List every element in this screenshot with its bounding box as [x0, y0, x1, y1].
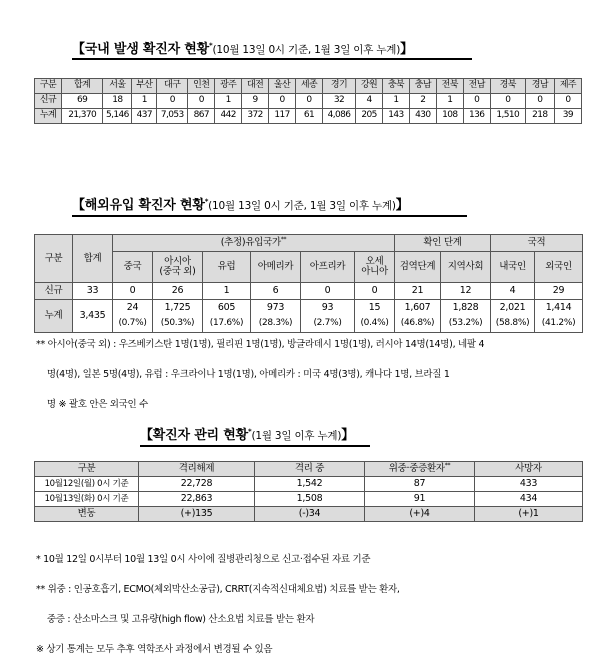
footnote-line: 명 ※ 괄호 안은 외국인 수 — [36, 399, 149, 410]
table-cell: 2,021 — [491, 300, 535, 317]
table-cell: 143 — [382, 109, 409, 124]
overseas-cases-table — [34, 234, 583, 333]
management-row-prev — [35, 477, 583, 492]
table-cell: 21 — [395, 283, 441, 300]
table-cell: 0 — [188, 94, 215, 109]
table-cell: 7,053 — [157, 109, 188, 124]
table-cell: 0 — [490, 94, 525, 109]
footnote-line: 명(4명), 일본 5명(4명), 유럽 : 우크라이나 1명(1명), 아메리카 : 미국 4명(3명), 캐나다 1명, 브라질 1 — [36, 369, 450, 380]
table-cell: 1 — [203, 283, 251, 300]
table-cell: 4 — [356, 94, 383, 109]
header-stage-group: 확인 단계 — [395, 235, 491, 252]
header-cell: 구분 — [35, 79, 62, 94]
management-header-row — [35, 462, 583, 477]
table-cell: (+)1 — [475, 507, 583, 522]
management-table — [34, 461, 583, 522]
header-cell: 아메리카 — [251, 252, 301, 283]
header-gubun: 구분 — [35, 235, 73, 283]
table-cell: 3,435 — [73, 300, 113, 333]
management-title-underline — [140, 445, 370, 447]
table-cell: 434 — [475, 492, 583, 507]
table-cell: 15 — [355, 300, 395, 317]
table-cell: 0 — [525, 94, 554, 109]
table-cell: 1 — [382, 94, 409, 109]
table-cell: (28.3%) — [251, 316, 301, 333]
header-cell: 울산 — [269, 79, 296, 94]
overseas-footnote — [36, 322, 576, 427]
table-cell: (+)4 — [365, 507, 475, 522]
table-cell: 433 — [475, 477, 583, 492]
table-cell: 0 — [301, 283, 355, 300]
table-cell: 69 — [61, 94, 102, 109]
table-cell: 61 — [295, 109, 322, 124]
header-cell: 중국 — [113, 252, 153, 283]
table-cell: 26 — [153, 283, 203, 300]
row-label: 누계 — [35, 109, 62, 124]
table-cell: 117 — [269, 109, 296, 124]
header-cell: 지역사회 — [441, 252, 491, 283]
header-cell: 격리 중 — [255, 462, 365, 477]
domestic-new-row — [35, 94, 582, 109]
domestic-title: 【국내 발생 확진자 현황*(10월 13일 0시 기준, 1월 3일 이후 누계)】 — [72, 41, 413, 57]
table-cell: 867 — [188, 109, 215, 124]
row-label: 변동 — [35, 507, 139, 522]
header-cell: 대구 — [157, 79, 188, 94]
domestic-title-underline — [72, 58, 472, 60]
table-cell: 1,508 — [255, 492, 365, 507]
table-cell: 22,728 — [139, 477, 255, 492]
header-cell: 구분 — [35, 462, 139, 477]
table-cell: (41.2%) — [535, 316, 583, 333]
table-cell: 437 — [132, 109, 157, 124]
table-cell: 108 — [436, 109, 463, 124]
table-cell: 372 — [242, 109, 269, 124]
table-cell: 33 — [73, 283, 113, 300]
row-label: 신규 — [35, 94, 62, 109]
header-cell: 외국인 — [535, 252, 583, 283]
footnote-line: ※ 상기 통계는 모두 추후 역학조사 과정에서 변경될 수 있음 — [36, 644, 273, 655]
domestic-cases-table — [34, 78, 582, 124]
table-cell: 24 — [113, 300, 153, 317]
table-cell: 4 — [491, 283, 535, 300]
table-cell: 12 — [441, 283, 491, 300]
header-cell: 인천 — [188, 79, 215, 94]
table-cell: 0 — [295, 94, 322, 109]
table-cell: (58.8%) — [491, 316, 535, 333]
management-change-row — [35, 507, 583, 522]
header-cell: 격리해제 — [139, 462, 255, 477]
table-cell: (+)135 — [139, 507, 255, 522]
header-cell: 부산 — [132, 79, 157, 94]
table-cell: (-)34 — [255, 507, 365, 522]
footnote-line: * 10월 12일 0시부터 10월 13일 0시 사이에 질병관리청으로 신고·접수된 자료 기준 — [36, 554, 371, 565]
table-cell: (2.7%) — [301, 316, 355, 333]
table-cell: (46.8%) — [395, 316, 441, 333]
table-cell: 1,510 — [490, 109, 525, 124]
table-cell: 4,086 — [322, 109, 355, 124]
overseas-new-row — [35, 283, 583, 300]
table-cell: 6 — [251, 283, 301, 300]
table-cell: (0.7%) — [113, 316, 153, 333]
table-cell: 1,607 — [395, 300, 441, 317]
header-cell: 전남 — [463, 79, 490, 94]
overseas-cumulative-row — [35, 300, 583, 317]
management-row-current — [35, 492, 583, 507]
header-cell: 충남 — [409, 79, 436, 94]
table-cell: 91 — [365, 492, 475, 507]
header-cell: 검역단계 — [395, 252, 441, 283]
table-cell: 2 — [409, 94, 436, 109]
header-cell: 광주 — [215, 79, 242, 94]
header-cell: 아프리카 — [301, 252, 355, 283]
table-cell: 1,414 — [535, 300, 583, 317]
table-cell: 1,725 — [153, 300, 203, 317]
table-cell: 430 — [409, 109, 436, 124]
header-cell: 대전 — [242, 79, 269, 94]
table-cell: 5,146 — [103, 109, 132, 124]
header-cell: 전북 — [436, 79, 463, 94]
table-cell: 0 — [269, 94, 296, 109]
table-cell: 39 — [554, 109, 581, 124]
table-cell: 0 — [463, 94, 490, 109]
table-cell: 136 — [463, 109, 490, 124]
table-cell: 9 — [242, 94, 269, 109]
footnote-line: ** 위중 : 인공호흡기, ECMO(체외막산소공급), CRRT(지속적신대체요법) 치료를 받는 환자, — [36, 584, 400, 595]
table-cell: 0 — [355, 283, 395, 300]
header-total: 합계 — [73, 235, 113, 283]
table-cell: 0 — [554, 94, 581, 109]
overseas-title: 【해외유입 확진자 현황*(10월 13일 0시 기준, 1월 3일 이후 누계)】 — [72, 197, 409, 213]
table-cell: 18 — [103, 94, 132, 109]
footnote-line: ** 아시아(중국 외) : 우즈베키스탄 1명(1명), 필리핀 1명(1명), 방글라데시 1명(1명), 러시아 14명(14명), 네팔 4 — [36, 339, 485, 350]
table-cell: 0 — [157, 94, 188, 109]
table-cell: 1,542 — [255, 477, 365, 492]
header-cell: 위중·중증환자** — [365, 462, 475, 477]
management-footnotes — [36, 537, 576, 672]
header-cell: 제주 — [554, 79, 581, 94]
table-cell: 205 — [356, 109, 383, 124]
table-cell: 218 — [525, 109, 554, 124]
header-cell: 경남 — [525, 79, 554, 94]
table-cell: (53.2%) — [441, 316, 491, 333]
header-cell: 서울 — [103, 79, 132, 94]
header-cell: 세종 — [295, 79, 322, 94]
header-cell: 경기 — [322, 79, 355, 94]
table-cell: (0.4%) — [355, 316, 395, 333]
row-label: 누계 — [35, 300, 73, 333]
table-cell: 29 — [535, 283, 583, 300]
row-label: 신규 — [35, 283, 73, 300]
header-cell: 유럽 — [203, 252, 251, 283]
management-title: 【확진자 관리 현황*(1월 3일 이후 누계)】 — [140, 427, 355, 443]
footnote-line: 중증 : 산소마스크 및 고유량(high flow) 산소요법 치료를 받는 환자 — [36, 614, 315, 625]
table-cell: 22,863 — [139, 492, 255, 507]
header-nation-group: 국적 — [491, 235, 583, 252]
table-cell: (17.6%) — [203, 316, 251, 333]
header-cell: 아시아 (중국 외) — [153, 252, 203, 283]
table-cell: 1 — [215, 94, 242, 109]
table-cell: 87 — [365, 477, 475, 492]
header-cell: 경북 — [490, 79, 525, 94]
header-country-group: (추정)유입국가** — [113, 235, 395, 252]
table-cell: (50.3%) — [153, 316, 203, 333]
header-cell: 사망자 — [475, 462, 583, 477]
table-cell: 32 — [322, 94, 355, 109]
domestic-header-row — [35, 79, 582, 94]
table-cell: 1 — [132, 94, 157, 109]
table-cell: 1,828 — [441, 300, 491, 317]
row-label: 10월13일(화) 0시 기준 — [35, 492, 139, 507]
table-cell: 21,370 — [61, 109, 102, 124]
table-cell: 1 — [436, 94, 463, 109]
header-cell: 충북 — [382, 79, 409, 94]
header-cell: 합계 — [61, 79, 102, 94]
table-cell: 605 — [203, 300, 251, 317]
overseas-title-underline — [72, 215, 467, 217]
row-label: 10월12일(월) 0시 기준 — [35, 477, 139, 492]
table-cell: 93 — [301, 300, 355, 317]
header-cell: 강원 — [356, 79, 383, 94]
table-cell: 0 — [113, 283, 153, 300]
header-cell: 내국인 — [491, 252, 535, 283]
domestic-cumulative-row — [35, 109, 582, 124]
header-cell: 오세 아니아 — [355, 252, 395, 283]
table-cell: 442 — [215, 109, 242, 124]
table-cell: 973 — [251, 300, 301, 317]
